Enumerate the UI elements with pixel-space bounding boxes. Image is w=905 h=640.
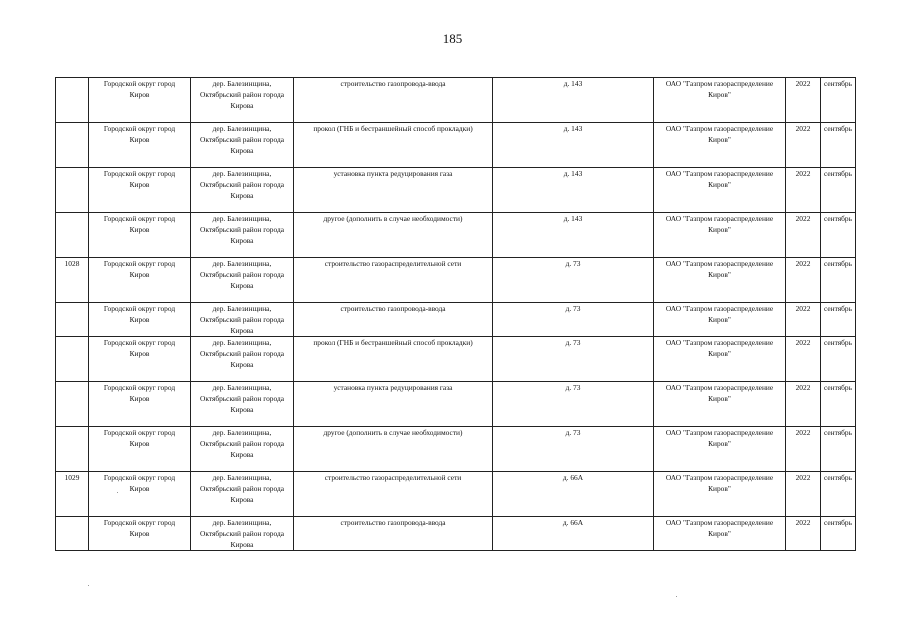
organization-line: ОАО "Газпром газораспределение (665, 473, 774, 482)
district-cell (89, 472, 191, 517)
house-number-cell: д. 73 (493, 382, 654, 427)
settlement-cell (191, 337, 294, 382)
district-line: Городской округ город (103, 124, 176, 133)
district-line: Киров (129, 90, 150, 99)
settlement-cell (191, 258, 294, 303)
row-number-cell (56, 427, 89, 472)
house-number-cell: д. 143 (493, 123, 654, 168)
district-cell (89, 427, 191, 472)
year-cell: 2022 (786, 337, 821, 382)
organization-cell (654, 303, 786, 337)
year-cell: 2022 (786, 78, 821, 123)
organization-cell (654, 472, 786, 517)
table-row (56, 213, 856, 258)
settlement-cell (191, 123, 294, 168)
scan-speck (117, 492, 118, 493)
district-cell (89, 337, 191, 382)
organization-line: Киров" (708, 349, 731, 358)
settlement-line: дер. Балезинщина, (212, 428, 272, 437)
work-type-cell: строительство газопровода-ввода (294, 78, 493, 123)
district-cell (89, 258, 191, 303)
organization-line: ОАО "Газпром газораспределение (665, 383, 774, 392)
district-cell (89, 213, 191, 258)
row-number-cell (56, 78, 89, 123)
organization-line: Киров" (708, 439, 731, 448)
organization-line: Киров" (708, 180, 731, 189)
table-row (56, 168, 856, 213)
table-row (56, 472, 856, 517)
house-number-cell: д. 143 (493, 78, 654, 123)
organization-line: ОАО "Газпром газораспределение (665, 518, 774, 527)
month-cell: сентябрь (821, 337, 856, 382)
settlement-line: Кирова (230, 146, 254, 155)
settlement-line: Кирова (230, 101, 254, 110)
district-line: Киров (129, 225, 150, 234)
district-line: Городской округ город (103, 473, 176, 482)
month-cell: сентябрь (821, 258, 856, 303)
row-number-cell: 1029 (56, 472, 89, 517)
district-line: Киров (129, 529, 150, 538)
settlement-line: дер. Балезинщина, (212, 259, 272, 268)
table-row (56, 337, 856, 382)
settlement-line: Октябрьский район города (199, 270, 284, 279)
settlement-line: Октябрьский район города (199, 484, 284, 493)
work-type-cell: другое (дополнить в случае необходимости) (294, 213, 493, 258)
settlement-line: Октябрьский район города (199, 225, 284, 234)
row-number-cell (56, 382, 89, 427)
settlement-line: Кирова (230, 360, 254, 369)
organization-cell (654, 382, 786, 427)
district-line: Городской округ город (103, 338, 176, 347)
month-cell: сентябрь (821, 427, 856, 472)
settlement-line: дер. Балезинщина, (212, 169, 272, 178)
table-row (56, 123, 856, 168)
district-line: Городской округ город (103, 518, 176, 527)
organization-cell (654, 427, 786, 472)
settlement-line: Октябрьский район города (199, 315, 284, 324)
house-number-cell: д. 66А (493, 472, 654, 517)
settlement-line: дер. Балезинщина, (212, 383, 272, 392)
settlement-line: Октябрьский район города (199, 135, 284, 144)
house-number-cell: д. 143 (493, 213, 654, 258)
settlement-line: дер. Балезинщина, (212, 214, 272, 223)
organization-line: Киров" (708, 135, 731, 144)
organization-cell (654, 78, 786, 123)
month-cell: сентябрь (821, 123, 856, 168)
district-cell (89, 517, 191, 551)
organization-line: ОАО "Газпром газораспределение (665, 259, 774, 268)
year-cell: 2022 (786, 258, 821, 303)
year-cell: 2022 (786, 517, 821, 551)
table-body (56, 78, 856, 551)
month-cell: сентябрь (821, 472, 856, 517)
settlement-line: Кирова (230, 281, 254, 290)
work-type-cell: строительство газораспределительной сети (294, 258, 493, 303)
district-cell (89, 382, 191, 427)
month-cell: сентябрь (821, 517, 856, 551)
settlement-line: дер. Балезинщина, (212, 304, 272, 313)
row-number-cell (56, 337, 89, 382)
district-line: Городской округ город (103, 214, 176, 223)
settlement-cell (191, 382, 294, 427)
house-number-cell: д. 143 (493, 168, 654, 213)
table-row (56, 382, 856, 427)
settlement-line: Октябрьский район города (199, 394, 284, 403)
district-line: Киров (129, 270, 150, 279)
settlement-line: Кирова (230, 495, 254, 504)
month-cell: сентябрь (821, 303, 856, 337)
district-line: Городской округ город (103, 428, 176, 437)
settlement-line: дер. Балезинщина, (212, 79, 272, 88)
organization-cell (654, 337, 786, 382)
organization-line: ОАО "Газпром газораспределение (665, 214, 774, 223)
organization-line: Киров" (708, 484, 731, 493)
settlement-cell (191, 168, 294, 213)
district-cell (89, 78, 191, 123)
organization-line: Киров" (708, 529, 731, 538)
settlement-line: дер. Балезинщина, (212, 473, 272, 482)
work-type-cell: установка пункта редуцирования газа (294, 382, 493, 427)
house-number-cell: д. 73 (493, 427, 654, 472)
district-line: Городской округ город (103, 259, 176, 268)
settlement-line: Октябрьский район города (199, 349, 284, 358)
district-line: Киров (129, 315, 150, 324)
month-cell: сентябрь (821, 382, 856, 427)
work-type-cell: прокол (ГНБ и бестраншейный способ прокладки) (294, 123, 493, 168)
work-type-cell: прокол (ГНБ и бестраншейный способ прокладки) (294, 337, 493, 382)
month-cell: сентябрь (821, 168, 856, 213)
organization-line: ОАО "Газпром газораспределение (665, 169, 774, 178)
settlement-cell (191, 213, 294, 258)
district-line: Киров (129, 439, 150, 448)
year-cell: 2022 (786, 213, 821, 258)
organization-cell (654, 517, 786, 551)
table-row (56, 427, 856, 472)
organization-cell (654, 258, 786, 303)
work-type-cell: строительство газопровода-ввода (294, 303, 493, 337)
row-number-cell (56, 213, 89, 258)
work-type-cell: установка пункта редуцирования газа (294, 168, 493, 213)
organization-line: Киров" (708, 90, 731, 99)
district-line: Городской округ город (103, 304, 176, 313)
year-cell: 2022 (786, 303, 821, 337)
settlement-line: Кирова (230, 450, 254, 459)
district-line: Киров (129, 180, 150, 189)
organization-line: ОАО "Газпром газораспределение (665, 304, 774, 313)
settlement-cell (191, 78, 294, 123)
settlement-cell (191, 427, 294, 472)
district-cell (89, 123, 191, 168)
year-cell: 2022 (786, 382, 821, 427)
work-type-cell: строительство газораспределительной сети (294, 472, 493, 517)
settlement-line: Октябрьский район города (199, 529, 284, 538)
row-number-cell (56, 168, 89, 213)
organization-line: Киров" (708, 394, 731, 403)
page-number: 185 (442, 31, 463, 46)
organization-cell (654, 123, 786, 168)
district-line: Городской округ город (103, 79, 176, 88)
settlement-line: дер. Балезинщина, (212, 338, 272, 347)
organization-line: ОАО "Газпром газораспределение (665, 79, 774, 88)
month-cell: сентябрь (821, 78, 856, 123)
district-line: Киров (129, 394, 150, 403)
settlement-line: Кирова (230, 326, 254, 335)
work-type-cell: другое (дополнить в случае необходимости) (294, 427, 493, 472)
district-line: Киров (129, 484, 150, 493)
settlement-line: Кирова (230, 540, 254, 549)
district-line: Городской округ город (103, 383, 176, 392)
settlement-line: Октябрьский район города (199, 439, 284, 448)
district-line: Киров (129, 349, 150, 358)
settlement-line: Кирова (230, 405, 254, 414)
settlement-line: Кирова (230, 236, 254, 245)
organization-line: ОАО "Газпром газораспределение (665, 124, 774, 133)
house-number-cell: д. 73 (493, 337, 654, 382)
settlement-line: Октябрьский район города (199, 180, 284, 189)
settlement-cell (191, 472, 294, 517)
row-number-cell: 1028 (56, 258, 89, 303)
organization-line: Киров" (708, 315, 731, 324)
year-cell: 2022 (786, 427, 821, 472)
settlement-line: Кирова (230, 191, 254, 200)
district-line: Киров (129, 135, 150, 144)
scan-speck (676, 596, 677, 597)
organization-line: Киров" (708, 225, 731, 234)
table-row (56, 258, 856, 303)
district-cell (89, 168, 191, 213)
organization-line: ОАО "Газпром газораспределение (665, 338, 774, 347)
table-row (56, 303, 856, 337)
row-number-cell (56, 123, 89, 168)
row-number-cell (56, 303, 89, 337)
year-cell: 2022 (786, 168, 821, 213)
row-number-cell (56, 517, 89, 551)
settlement-cell (191, 303, 294, 337)
year-cell: 2022 (786, 472, 821, 517)
organization-cell (654, 213, 786, 258)
house-number-cell: д. 73 (493, 303, 654, 337)
registry-table (55, 77, 856, 551)
month-cell: сентябрь (821, 213, 856, 258)
settlement-line: дер. Балезинщина, (212, 124, 272, 133)
district-cell (89, 303, 191, 337)
work-type-cell: строительство газопровода-ввода (294, 517, 493, 551)
scan-speck (88, 585, 89, 586)
house-number-cell: д. 66А (493, 517, 654, 551)
organization-cell (654, 168, 786, 213)
settlement-cell (191, 517, 294, 551)
house-number-cell: д. 73 (493, 258, 654, 303)
organization-line: ОАО "Газпром газораспределение (665, 428, 774, 437)
settlement-line: дер. Балезинщина, (212, 518, 272, 527)
district-line: Городской округ город (103, 169, 176, 178)
settlement-line: Октябрьский район города (199, 90, 284, 99)
table-row (56, 517, 856, 551)
organization-line: Киров" (708, 270, 731, 279)
table-row (56, 78, 856, 123)
year-cell: 2022 (786, 123, 821, 168)
